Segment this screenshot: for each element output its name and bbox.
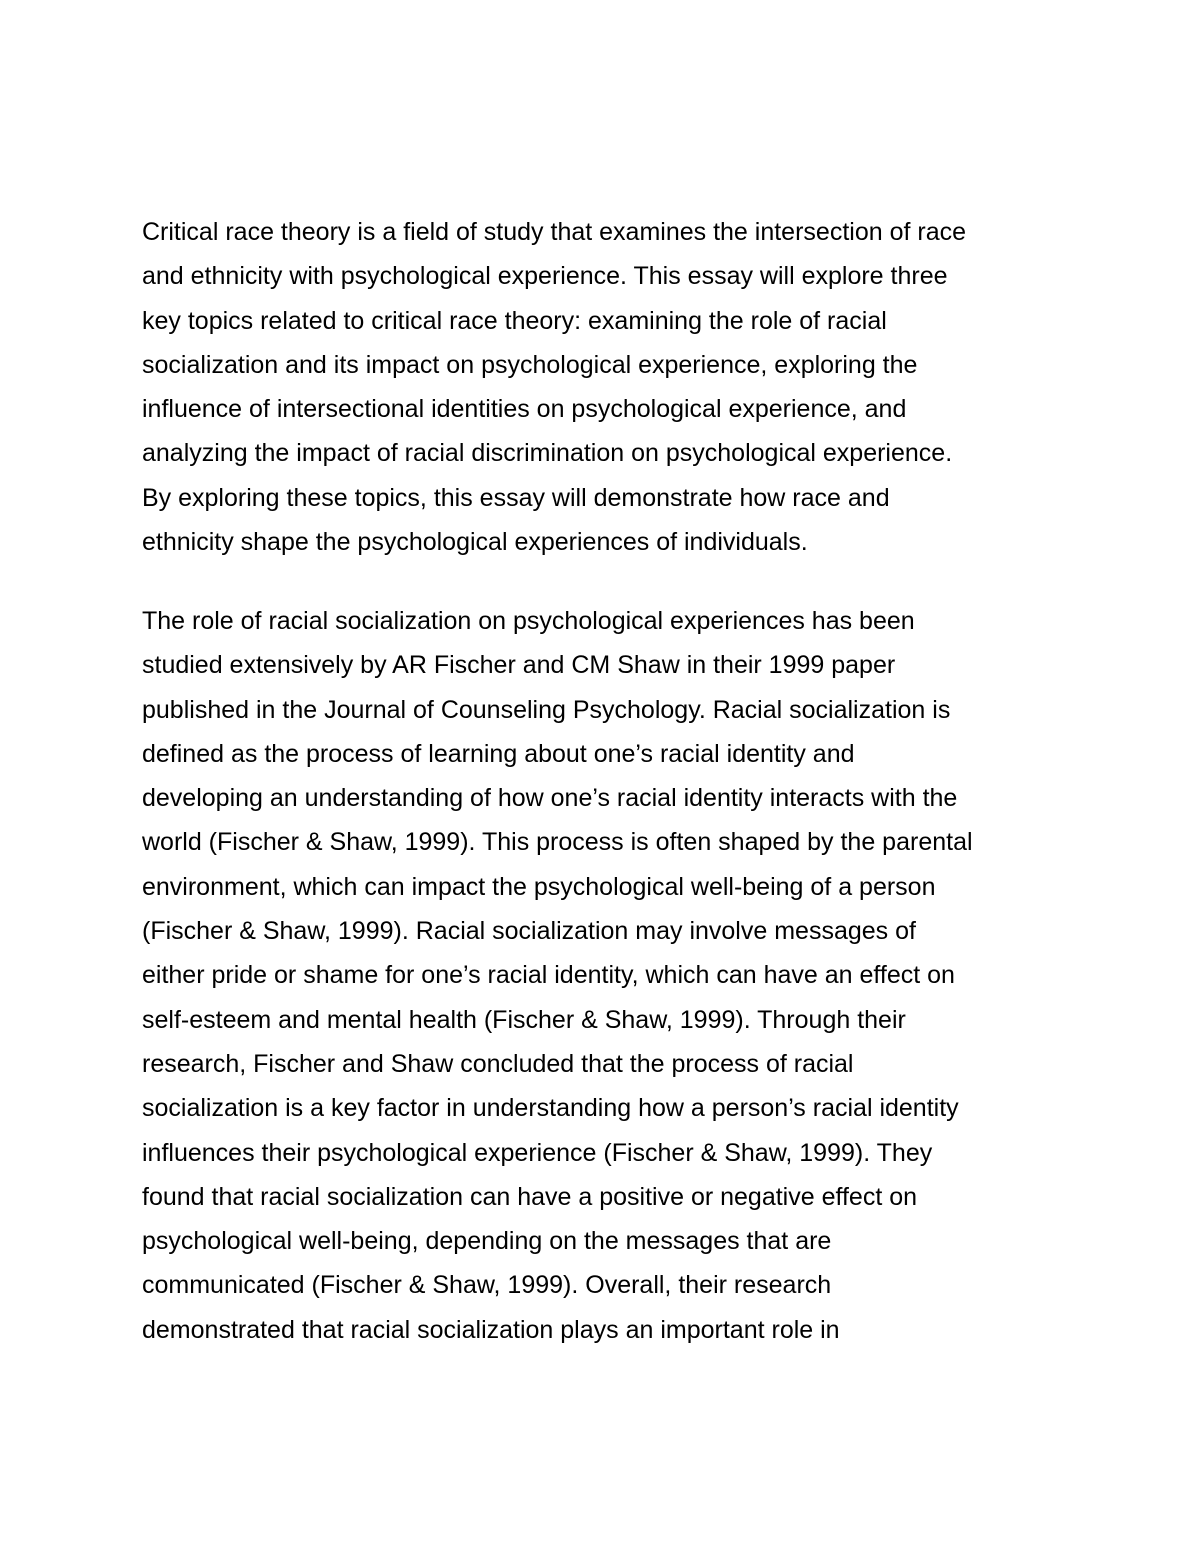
text-line: defined as the process of learning about one’s racial identity and — [142, 739, 855, 768]
text-line: either pride or shame for one’s racial identity, which can have an effect on — [142, 961, 955, 990]
text-line: influences their psychological experience (Fischer & Shaw, 1999). They — [142, 1138, 933, 1167]
text-line: (Fischer & Shaw, 1999). Racial socialization may involve messages of — [142, 917, 916, 946]
text-line: found that racial socialization can have a positive or negative effect on — [142, 1182, 918, 1211]
text-line: By exploring these topics, this essay will demonstrate how race and — [142, 483, 890, 512]
text-line: studied extensively by AR Fischer and CM Shaw in their 1999 paper — [142, 651, 896, 680]
text-line: communicated (Fischer & Shaw, 1999). Overall, their research — [142, 1271, 832, 1300]
text-line: analyzing the impact of racial discrimination on psychological experience. — [142, 439, 953, 468]
text-line: world (Fischer & Shaw, 1999). This process is often shaped by the parental — [142, 828, 973, 857]
text-line: Critical race theory is a field of study that examines the intersection of race — [142, 218, 966, 246]
text-line: influence of intersectional identities on psychological experience, and — [142, 395, 907, 424]
text-line: demonstrated that racial socialization plays an important role in — [142, 1315, 840, 1344]
text-line: published in the Journal of Counseling Psychology. Racial socialization is — [142, 695, 951, 724]
text-line: ethnicity shape the psychological experiences of individuals. — [142, 528, 808, 557]
text-line: developing an understanding of how one’s racial identity interacts with the — [142, 784, 958, 813]
text-line: socialization is a key factor in understanding how a person’s racial identity — [142, 1094, 959, 1123]
text-line: self-esteem and mental health (Fischer & Shaw, 1999). Through their — [142, 1005, 906, 1034]
text-line: psychological well-being, depending on the messages that are — [142, 1227, 832, 1256]
text-line: The role of racial socialization on psychological experiences has been — [142, 607, 915, 635]
text-line: and ethnicity with psychological experience. This essay will explore three — [142, 262, 948, 291]
text-line: key topics related to critical race theory: examining the role of racial — [142, 306, 887, 335]
paragraph-introduction — [142, 210, 1082, 564]
text-line: environment, which can impact the psychological well-being of a person — [142, 872, 936, 901]
text-line: research, Fischer and Shaw concluded that the process of racial — [142, 1049, 854, 1078]
paragraph-racial-socialization — [142, 599, 1082, 1352]
text-line: socialization and its impact on psychological experience, exploring the — [142, 350, 918, 379]
